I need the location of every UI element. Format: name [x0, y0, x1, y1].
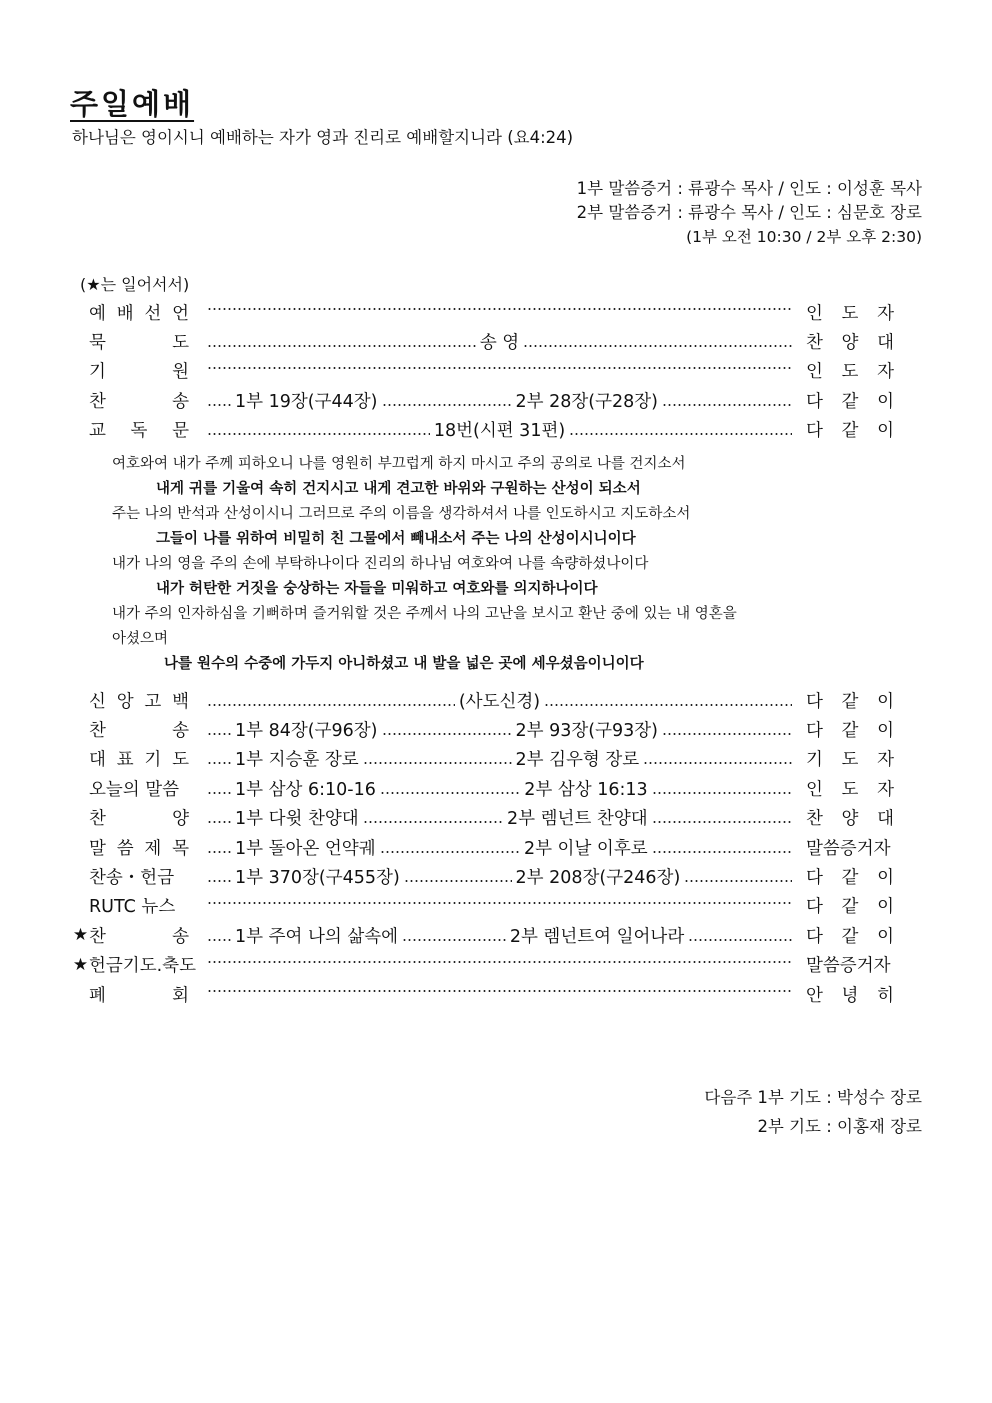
item-details — [203, 923, 796, 948]
item-role-char: 양 — [841, 809, 859, 830]
item-details — [203, 805, 796, 830]
dot-leader — [207, 761, 231, 765]
item-label-char: 배 — [116, 303, 134, 324]
item-role-char: 같 — [841, 691, 859, 712]
reading-response-line: 내게 귀를 기울여 속히 건지시고 내게 견고한 바위와 구원하는 산성이 되소서 — [156, 481, 641, 497]
item-role-char: 같 — [841, 867, 859, 888]
item-details — [203, 864, 796, 889]
item-label-char: 기 — [144, 750, 162, 771]
dot-leader — [207, 879, 231, 883]
item-role-char: 자 — [877, 303, 894, 324]
item-role-char: 다 — [806, 691, 823, 712]
dot-leader — [380, 791, 520, 795]
item-role — [806, 864, 894, 889]
item-details — [203, 717, 796, 742]
preacher-info — [577, 177, 922, 249]
item-details — [203, 989, 796, 999]
item-label-char: 고 — [144, 691, 162, 712]
item-role — [806, 329, 894, 354]
item-label — [89, 417, 189, 442]
item-role-char: 인 — [806, 303, 823, 324]
item-role-char: 안 — [806, 985, 823, 1006]
item-label-char: 독 — [130, 421, 148, 442]
item-role-char: 다 — [806, 867, 823, 888]
item-label-char: 묵 — [89, 332, 106, 353]
item-label-char: 도 — [172, 332, 189, 353]
reading-leader-line: 내가 나의 영을 주의 손에 부탁하나이다 진리의 하나님 여호와여 나를 속량하셨나이다 — [112, 556, 649, 572]
part-2-detail: 2부 렘넌트여 일어나라 — [509, 926, 685, 947]
service-item — [72, 687, 894, 713]
item-role-char: 말씀증거자 — [806, 956, 891, 977]
item-role-char: 이 — [877, 691, 894, 712]
item-center-detail: (사도신경) — [458, 691, 541, 712]
item-label — [89, 300, 189, 325]
item-role-char: 이 — [877, 421, 894, 442]
item-role-char: 다 — [806, 720, 823, 741]
item-role-char: 같 — [841, 421, 859, 442]
dot-leader — [684, 879, 792, 883]
preacher-line-1: 1부 말씀증거 : 류광수 목사 / 인도 : 이성훈 목사 — [576, 179, 922, 198]
service-item — [72, 775, 894, 801]
dot-leader — [382, 732, 512, 736]
item-role-char: 자 — [877, 362, 894, 383]
item-label — [89, 329, 189, 354]
item-label-char: 예 — [89, 303, 106, 324]
dot-leader — [363, 761, 512, 765]
dot-leader — [404, 879, 512, 883]
item-label-char: 회 — [172, 985, 189, 1006]
item-label — [89, 982, 189, 1007]
item-label-char: 찬 — [89, 926, 106, 947]
item-role-char: 양 — [841, 332, 859, 353]
service-item — [72, 922, 894, 948]
item-label-char: 제 — [144, 838, 162, 859]
item-role — [806, 358, 894, 383]
item-details — [203, 388, 796, 413]
part-1-detail: 1부 370장(구455장) — [235, 867, 400, 888]
item-label — [89, 893, 189, 918]
item-details — [203, 776, 796, 801]
responsive-reading — [112, 452, 902, 677]
item-label — [89, 805, 189, 830]
part-1-detail: 1부 지승훈 장로 — [235, 750, 359, 771]
service-item — [72, 299, 894, 325]
part-1-detail: 1부 19장(구44장) — [235, 391, 378, 412]
item-label-char: 송 — [172, 391, 189, 412]
item-details — [203, 329, 796, 354]
service-item — [72, 981, 894, 1007]
dot-leader — [652, 820, 792, 824]
reading-leader-line: 아셨으며 — [112, 631, 169, 647]
item-role-char: 대 — [877, 332, 894, 353]
service-item — [72, 328, 894, 354]
item-details — [203, 688, 796, 713]
item-role-char: 도 — [841, 750, 859, 771]
item-label-char: 말 — [89, 838, 106, 859]
item-role — [806, 717, 894, 742]
dot-leader — [688, 938, 792, 942]
item-role — [806, 805, 894, 830]
dot-leader — [652, 791, 792, 795]
service-item — [72, 952, 894, 978]
part-1-detail: 1부 다윗 찬양대 — [235, 809, 359, 830]
item-role-char: 도 — [841, 303, 859, 324]
dot-leader — [643, 761, 792, 765]
item-label — [89, 923, 189, 948]
item-label-char: 송 — [172, 720, 189, 741]
service-item — [72, 893, 894, 919]
dot-leader — [652, 850, 792, 854]
dot-leader — [207, 938, 231, 942]
item-role-char: 같 — [841, 391, 859, 412]
part-1-detail: 1부 돌아온 언약궤 — [235, 838, 376, 859]
item-role-char: 히 — [877, 985, 894, 1006]
next-week-prayer — [704, 1083, 922, 1141]
service-item — [72, 716, 894, 742]
item-label — [89, 358, 189, 383]
item-label-char: 찬 — [89, 391, 106, 412]
item-details — [203, 307, 796, 317]
item-label — [89, 776, 189, 801]
item-role-char: 인 — [806, 362, 823, 383]
dot-leader — [207, 432, 430, 436]
item-role — [806, 300, 894, 325]
item-label-char: 폐 — [89, 985, 106, 1006]
dot-leader — [207, 366, 792, 370]
dot-leader — [207, 403, 231, 407]
item-label-char: 교 — [89, 421, 106, 442]
dot-leader — [523, 344, 792, 348]
standing-star-icon: ★ — [72, 925, 89, 946]
item-role-char: 이 — [877, 926, 894, 947]
item-label — [89, 835, 189, 860]
item-label-char: 기 — [89, 362, 106, 383]
item-center-detail: 18번(시편 31편) — [433, 421, 566, 442]
item-role-char: 찬 — [806, 809, 823, 830]
item-label-char: 표 — [116, 750, 134, 771]
item-role-char: 자 — [877, 750, 894, 771]
item-details — [203, 366, 796, 376]
item-role — [806, 952, 894, 977]
item-role-char: 이 — [877, 867, 894, 888]
service-item — [72, 358, 894, 384]
dot-leader — [207, 850, 231, 854]
item-role — [806, 893, 894, 918]
dot-leader — [402, 938, 506, 942]
dot-leader — [207, 960, 792, 964]
dot-leader — [207, 820, 231, 824]
item-details — [203, 746, 796, 771]
scripture-verse: 하나님은 영이시니 예배하는 자가 영과 진리로 예배할지니라 (요4:24) — [72, 128, 574, 147]
item-label-char: 양 — [172, 809, 189, 830]
item-role-char: 찬 — [806, 332, 823, 353]
item-label-char: 찬 — [89, 720, 106, 741]
item-role — [806, 776, 894, 801]
service-item — [72, 834, 894, 860]
dot-leader — [544, 703, 792, 707]
dot-leader — [380, 850, 520, 854]
dot-leader — [207, 344, 476, 348]
next-week-line-2: 2부 기도 : 이홍재 장로 — [757, 1117, 922, 1136]
dot-leader — [363, 820, 503, 824]
service-times: (1부 오전 10:30 / 2부 오후 2:30) — [686, 228, 922, 246]
item-role-char: 같 — [841, 720, 859, 741]
dot-leader — [382, 403, 512, 407]
item-role — [806, 688, 894, 713]
item-label-char: 대 — [89, 750, 106, 771]
service-item — [72, 417, 894, 443]
item-label-char: 찬송・헌금 — [89, 867, 175, 888]
part-1-detail: 1부 주여 나의 삶속에 — [235, 926, 399, 947]
item-label — [89, 688, 189, 713]
item-label-char: 오늘의 말씀 — [89, 779, 180, 800]
part-2-detail: 2부 208장(구246장) — [515, 867, 681, 888]
service-item — [72, 805, 894, 831]
item-role-char: 이 — [877, 897, 894, 918]
item-details — [203, 835, 796, 860]
reading-leader-line: 주는 나의 반석과 산성이시니 그러므로 주의 이름을 생각하셔서 나를 인도하시고 지도하소서 — [112, 506, 691, 522]
item-role-char: 인 — [806, 779, 823, 800]
part-2-detail: 2부 김우형 장로 — [515, 750, 640, 771]
item-role-char: 녕 — [841, 985, 859, 1006]
part-2-detail: 2부 28장(구28장) — [515, 391, 659, 412]
item-role-char: 대 — [877, 809, 894, 830]
item-label-char: 선 — [144, 303, 162, 324]
service-item — [72, 387, 894, 413]
part-2-detail: 2부 93장(구93장) — [515, 720, 659, 741]
item-details — [203, 960, 796, 970]
dot-leader — [662, 403, 792, 407]
item-label — [89, 388, 189, 413]
part-1-detail: 1부 삼상 6:10-16 — [235, 779, 376, 800]
item-label-char: 송 — [172, 926, 189, 947]
item-role-char: 같 — [841, 926, 859, 947]
standing-note: (★는 일어서서) — [80, 275, 190, 294]
item-label — [89, 952, 196, 977]
standing-star-icon: ★ — [72, 954, 89, 975]
item-label-char: 앙 — [116, 691, 134, 712]
item-center-detail: 송 영 — [479, 332, 520, 353]
item-role — [806, 746, 894, 771]
item-role-char: 다 — [806, 897, 823, 918]
item-label-char: 신 — [89, 691, 106, 712]
reading-response-line: 내가 허탄한 거짓을 숭상하는 자들을 미워하고 여호와를 의지하나이다 — [156, 581, 598, 597]
reading-response-line: 나를 원수의 수중에 가두지 아니하셨고 내 발을 넓은 곳에 세우셨음이니이다 — [164, 656, 644, 672]
item-label-char: 씀 — [116, 838, 134, 859]
dot-leader — [207, 989, 792, 993]
item-label — [89, 746, 189, 771]
item-label-char: 문 — [172, 421, 189, 442]
item-role-char: 다 — [806, 926, 823, 947]
page-title: 주일예배 — [70, 87, 195, 121]
service-item — [72, 863, 894, 889]
item-role-char: 다 — [806, 391, 823, 412]
item-role-char: 도 — [841, 779, 859, 800]
item-details — [203, 901, 796, 911]
item-label-char: 언 — [172, 303, 189, 324]
item-role-char: 다 — [806, 421, 823, 442]
item-label-char: RUTC 뉴스 — [89, 897, 176, 918]
item-role-char: 도 — [841, 362, 859, 383]
reading-leader-line: 여호와여 내가 주께 피하오니 나를 영원히 부끄럽게 하지 마시고 주의 공의로 나를 건지소서 — [112, 456, 686, 472]
item-role — [806, 417, 894, 442]
dot-leader — [207, 307, 792, 311]
reading-leader-line: 내가 주의 인자하심을 기뻐하며 즐거워할 것은 주께서 나의 고난을 보시고 환난 중에 있는 내 영혼을 — [112, 606, 737, 622]
part-2-detail: 2부 렘넌트 찬양대 — [507, 809, 648, 830]
part-2-detail: 2부 이날 이후로 — [523, 838, 648, 859]
item-role — [806, 388, 894, 413]
item-label-char: 도 — [172, 750, 189, 771]
item-label — [89, 864, 189, 889]
reading-response-line: 그들이 나를 위하여 비밀히 친 그물에서 빼내소서 주는 나의 산성이시니이다 — [156, 531, 636, 547]
part-1-detail: 1부 84장(구96장) — [235, 720, 378, 741]
dot-leader — [662, 732, 792, 736]
item-label-char: 백 — [172, 691, 189, 712]
item-role-char: 같 — [841, 897, 859, 918]
service-item — [72, 746, 894, 772]
dot-leader — [207, 901, 792, 905]
next-week-line-1: 다음주 1부 기도 : 박성수 장로 — [704, 1088, 922, 1107]
item-role-char: 기 — [806, 750, 823, 771]
item-role-char: 자 — [877, 779, 894, 800]
dot-leader — [207, 703, 455, 707]
item-role — [806, 923, 894, 948]
item-role — [806, 835, 894, 860]
item-label-char: 원 — [172, 362, 189, 383]
item-role — [806, 982, 894, 1007]
dot-leader — [207, 791, 231, 795]
item-details — [203, 417, 796, 442]
dot-leader — [207, 732, 231, 736]
item-label-char: 목 — [172, 838, 189, 859]
dot-leader — [569, 432, 792, 436]
item-label — [89, 717, 189, 742]
item-label-char: 찬 — [89, 809, 106, 830]
item-role-char: 이 — [877, 720, 894, 741]
preacher-line-2: 2부 말씀증거 : 류광수 목사 / 인도 : 심문호 장로 — [576, 203, 922, 222]
part-2-detail: 2부 삼상 16:13 — [524, 779, 648, 800]
item-role-char: 말씀증거자 — [806, 838, 891, 859]
item-role-char: 이 — [877, 391, 894, 412]
item-label-char: 헌금기도.축도 — [89, 956, 196, 977]
